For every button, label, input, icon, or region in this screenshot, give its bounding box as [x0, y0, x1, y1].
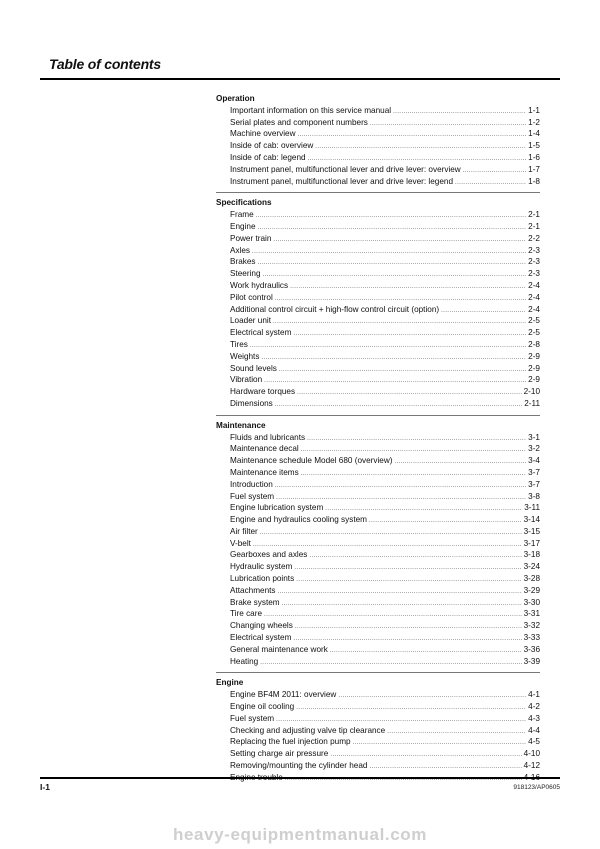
toc-entry-page: 1-2	[528, 117, 540, 127]
dot-leader	[282, 599, 522, 611]
toc-entry-label: Changing wheels	[230, 621, 293, 631]
toc-entry	[216, 339, 540, 351]
toc-entry-label: Tires	[230, 339, 248, 349]
footer-doc-code: 918123/AP0605	[513, 784, 560, 791]
toc-section-specifications	[216, 197, 540, 409]
header-divider	[40, 78, 560, 80]
toc-entry-page: 4-3	[528, 713, 540, 723]
toc-entry-label: Engine	[230, 221, 256, 231]
toc-entry	[216, 608, 540, 620]
toc-entry-page: 2-3	[528, 269, 540, 279]
toc-entry-page: 2-1	[528, 210, 540, 220]
toc-entry-page: 2-2	[528, 233, 540, 243]
toc-entry-page: 3-30	[523, 597, 540, 607]
toc-entry	[216, 209, 540, 221]
toc-entry	[216, 315, 540, 327]
dot-leader	[463, 166, 526, 178]
toc-entry	[216, 491, 540, 503]
toc-entry	[216, 526, 540, 538]
dot-leader	[256, 211, 527, 223]
dot-leader	[394, 457, 526, 469]
toc-entry	[216, 292, 540, 304]
toc-entry	[216, 736, 540, 748]
toc-entry-page: 3-39	[523, 656, 540, 666]
dot-leader	[252, 247, 526, 259]
toc-entry	[216, 327, 540, 339]
dot-leader	[338, 691, 526, 703]
toc-entry	[216, 656, 540, 668]
toc-entry-page: 2-4	[528, 292, 540, 302]
toc-section-operation	[216, 93, 540, 187]
toc-entry-label: Steering	[230, 269, 261, 279]
watermark: heavy-equipmentmanual.com	[172, 825, 427, 844]
toc-entry-page: 4-10	[523, 749, 540, 759]
toc-entry-page: 2-10	[523, 387, 540, 397]
dot-leader	[301, 469, 526, 481]
dot-leader	[330, 646, 522, 658]
toc-entry-label: Dimensions	[230, 398, 273, 408]
toc-entry-label: Engine and hydraulics cooling system	[230, 515, 367, 525]
toc-entry-label: Maintenance decal	[230, 444, 299, 454]
toc-entry-label: Air filter	[230, 526, 258, 536]
toc-entry	[216, 432, 540, 444]
toc-entry	[216, 467, 540, 479]
toc-entry-label: Replacing the fuel injection pump	[230, 737, 351, 747]
toc-entry-page: 1-6	[528, 152, 540, 162]
dot-leader	[264, 610, 522, 622]
toc-entry-label: Serial plates and component numbers	[230, 117, 368, 127]
toc-entry-page: 3-7	[528, 479, 540, 489]
toc-entry-label: General maintenance work	[230, 644, 328, 654]
toc-entry	[216, 398, 540, 410]
dot-leader	[296, 703, 526, 715]
page-title: Table of contents	[49, 56, 161, 72]
toc-entry	[216, 597, 540, 609]
dot-leader	[257, 258, 526, 270]
toc-entry-label: Electrical system	[230, 633, 292, 643]
dot-leader	[393, 107, 526, 119]
dot-leader	[353, 738, 527, 750]
dot-leader	[273, 235, 526, 247]
toc-entry-label: Heating	[230, 656, 259, 666]
section-heading: Specifications	[216, 198, 272, 208]
toc-entry-page: 3-15	[523, 526, 540, 536]
toc-entry-label: Hardware torques	[230, 387, 296, 397]
toc-section-maintenance	[216, 420, 540, 668]
toc-entry-label: Fluids and lubricants	[230, 432, 306, 442]
toc-entry-label: Introduction	[230, 479, 273, 489]
toc-entry-label: Instrument panel, multifunctional lever and drive lever: overview	[230, 164, 461, 174]
toc-entry	[216, 573, 540, 585]
dot-leader	[279, 365, 526, 377]
dot-leader	[275, 481, 526, 493]
toc-entry-label: Inside of cab: overview	[230, 141, 314, 151]
dot-leader	[370, 119, 526, 131]
dot-leader	[260, 658, 521, 670]
toc-entry	[216, 105, 540, 117]
toc-entry-page: 3-4	[528, 456, 540, 466]
toc-entry	[216, 176, 540, 188]
toc-entry-page: 3-14	[523, 515, 540, 525]
toc-entry-page: 4-2	[528, 702, 540, 712]
section-divider	[216, 415, 540, 416]
toc-entry-label: Maintenance items	[230, 467, 299, 477]
toc-entry-label: Gearboxes and axles	[230, 550, 308, 560]
toc-entry-page: 2-4	[528, 304, 540, 314]
toc-entry-label: Pilot control	[230, 292, 273, 302]
dot-leader	[296, 575, 521, 587]
dot-leader	[264, 376, 526, 388]
toc-entry-label: Engine BF4M 2011: overview	[230, 690, 337, 700]
toc-entry	[216, 256, 540, 268]
toc-entry	[216, 374, 540, 386]
toc-entry	[216, 233, 540, 245]
section-heading: Maintenance	[216, 420, 266, 430]
toc-entry-label: Sound levels	[230, 363, 277, 373]
toc-entry-label: Brakes	[230, 257, 256, 267]
toc-entry-label: Important information on this service manual	[230, 105, 392, 115]
toc-entry-page: 1-1	[528, 105, 540, 115]
toc-entry	[216, 585, 540, 597]
toc-section-engine	[216, 677, 540, 783]
toc-entry-label: Fuel system	[230, 491, 275, 501]
toc-entry-page: 3-28	[523, 574, 540, 584]
toc-entry-label: Loader unit	[230, 316, 271, 326]
section-divider	[216, 672, 540, 673]
toc-entry-label: Checking and adjusting valve tip clearance	[230, 725, 386, 735]
toc-entry-page: 4-1	[528, 690, 540, 700]
toc-entry	[216, 514, 540, 526]
toc-entry-label: Additional control circuit + high-flow control circuit (option)	[230, 304, 440, 314]
toc-entry	[216, 479, 540, 491]
toc-entry	[216, 304, 540, 316]
toc-entry	[216, 538, 540, 550]
toc-entry-page: 4-12	[523, 761, 540, 771]
toc-entry-label: V-belt	[230, 538, 251, 548]
toc-entry-page: 3-1	[528, 432, 540, 442]
toc-entry-page: 3-8	[528, 491, 540, 501]
toc-entry	[216, 152, 540, 164]
dot-leader	[387, 727, 526, 739]
toc-entry-label: Instrument panel, multifunctional lever and drive lever: legend	[230, 176, 454, 186]
dot-leader	[260, 528, 522, 540]
dot-leader	[455, 178, 526, 190]
toc-entry-page: 2-5	[528, 328, 540, 338]
toc-entry-page: 3-2	[528, 444, 540, 454]
toc-entry	[216, 620, 540, 632]
toc-entry-label: Removing/mounting the cylinder head	[230, 761, 368, 771]
dot-leader	[295, 622, 522, 634]
dot-leader	[369, 516, 522, 528]
dot-leader	[261, 353, 526, 365]
toc-entry	[216, 221, 540, 233]
toc-entry	[216, 268, 540, 280]
toc-entry-page: 3-18	[523, 550, 540, 560]
toc-entry-label: Maintenance schedule Model 680 (overview)	[230, 456, 393, 466]
dot-leader	[278, 587, 522, 599]
toc-entry	[216, 632, 540, 644]
toc-entry-label: Inside of cab: legend	[230, 152, 306, 162]
dot-leader	[275, 400, 522, 412]
toc-entry-label: Brake system	[230, 597, 280, 607]
dot-leader	[293, 329, 526, 341]
section-divider	[216, 192, 540, 193]
toc-entry	[216, 280, 540, 292]
dot-leader	[290, 282, 526, 294]
dot-leader	[294, 563, 521, 575]
toc-entry-label: Hydraulic system	[230, 562, 293, 572]
section-heading: Engine	[216, 678, 244, 688]
toc-entry-page: 3-24	[523, 562, 540, 572]
toc-entry	[216, 443, 540, 455]
toc-entry	[216, 748, 540, 760]
toc-entry	[216, 701, 540, 713]
toc-entry-page: 3-17	[523, 538, 540, 548]
toc-entry	[216, 760, 540, 772]
dot-leader	[298, 130, 527, 142]
toc-entry-label: Electrical system	[230, 328, 292, 338]
toc-entry-label: Machine overview	[230, 129, 296, 139]
toc-entry-page: 1-5	[528, 141, 540, 151]
table-of-contents	[216, 93, 540, 789]
toc-entry-label: Engine lubrication system	[230, 503, 324, 513]
toc-entry	[216, 140, 540, 152]
toc-entry-label: Engine oil cooling	[230, 702, 295, 712]
toc-entry-page: 1-4	[528, 129, 540, 139]
toc-entry	[216, 725, 540, 737]
footer-page-label: I-1	[40, 782, 50, 792]
toc-entry-page: 2-3	[528, 257, 540, 267]
toc-entry-label: Power train	[230, 233, 272, 243]
toc-entry-page: 3-7	[528, 467, 540, 477]
toc-entry-page: 2-5	[528, 316, 540, 326]
toc-entry	[216, 363, 540, 375]
toc-entry	[216, 502, 540, 514]
toc-entry	[216, 117, 540, 129]
toc-entry-page: 3-36	[523, 644, 540, 654]
toc-entry-page: 3-11	[524, 503, 540, 513]
footer-divider	[40, 777, 560, 779]
toc-entry	[216, 128, 540, 140]
dot-leader	[315, 142, 526, 154]
toc-entry	[216, 351, 540, 363]
toc-entry-label: Frame	[230, 210, 254, 220]
toc-entry	[216, 689, 540, 701]
toc-entry-page: 3-31	[523, 609, 540, 619]
toc-entry-label: Fuel system	[230, 713, 275, 723]
toc-entry-label: Attachments	[230, 585, 276, 595]
toc-entry-page: 2-4	[528, 280, 540, 290]
toc-entry	[216, 455, 540, 467]
toc-entry-page: 2-8	[528, 339, 540, 349]
dot-leader	[369, 762, 521, 774]
dot-leader	[258, 223, 527, 235]
dot-leader	[285, 774, 522, 786]
toc-entry-label: Work hydraulics	[230, 280, 289, 290]
toc-entry	[216, 644, 540, 656]
toc-entry-label: Weights	[230, 351, 260, 361]
toc-entry-label: Axles	[230, 245, 251, 255]
dot-leader	[250, 341, 526, 353]
toc-entry-page: 4-5	[528, 737, 540, 747]
toc-entry-page: 2-1	[528, 221, 540, 231]
toc-entry-page: 2-9	[528, 363, 540, 373]
toc-entry-page: 2-9	[528, 375, 540, 385]
dot-leader	[263, 270, 527, 282]
toc-entry-label: Setting charge air pressure	[230, 749, 329, 759]
dot-leader	[307, 434, 526, 446]
toc-entry-page: 3-32	[523, 621, 540, 631]
toc-entry-label: Lubrication points	[230, 574, 295, 584]
toc-entry	[216, 164, 540, 176]
toc-entry-page: 2-9	[528, 351, 540, 361]
toc-entry-page: 1-8	[528, 176, 540, 186]
toc-entry	[216, 561, 540, 573]
toc-entry-page: 3-33	[523, 633, 540, 643]
section-heading: Operation	[216, 94, 255, 103]
dot-leader	[441, 306, 526, 318]
dot-leader	[309, 551, 521, 563]
toc-entry-page: 2-3	[528, 245, 540, 255]
dot-leader	[297, 388, 522, 400]
toc-entry-page: 3-29	[523, 585, 540, 595]
toc-entry	[216, 549, 540, 561]
toc-entry	[216, 386, 540, 398]
toc-entry	[216, 713, 540, 725]
toc-entry-page: 1-7	[528, 164, 540, 174]
toc-entry-label: Tire care	[230, 609, 262, 619]
toc-entry-page: 4-4	[528, 725, 540, 735]
toc-entry	[216, 245, 540, 257]
dot-leader	[273, 317, 526, 329]
toc-entry-label: Vibration	[230, 375, 263, 385]
toc-entry-page: 2-11	[524, 398, 540, 408]
